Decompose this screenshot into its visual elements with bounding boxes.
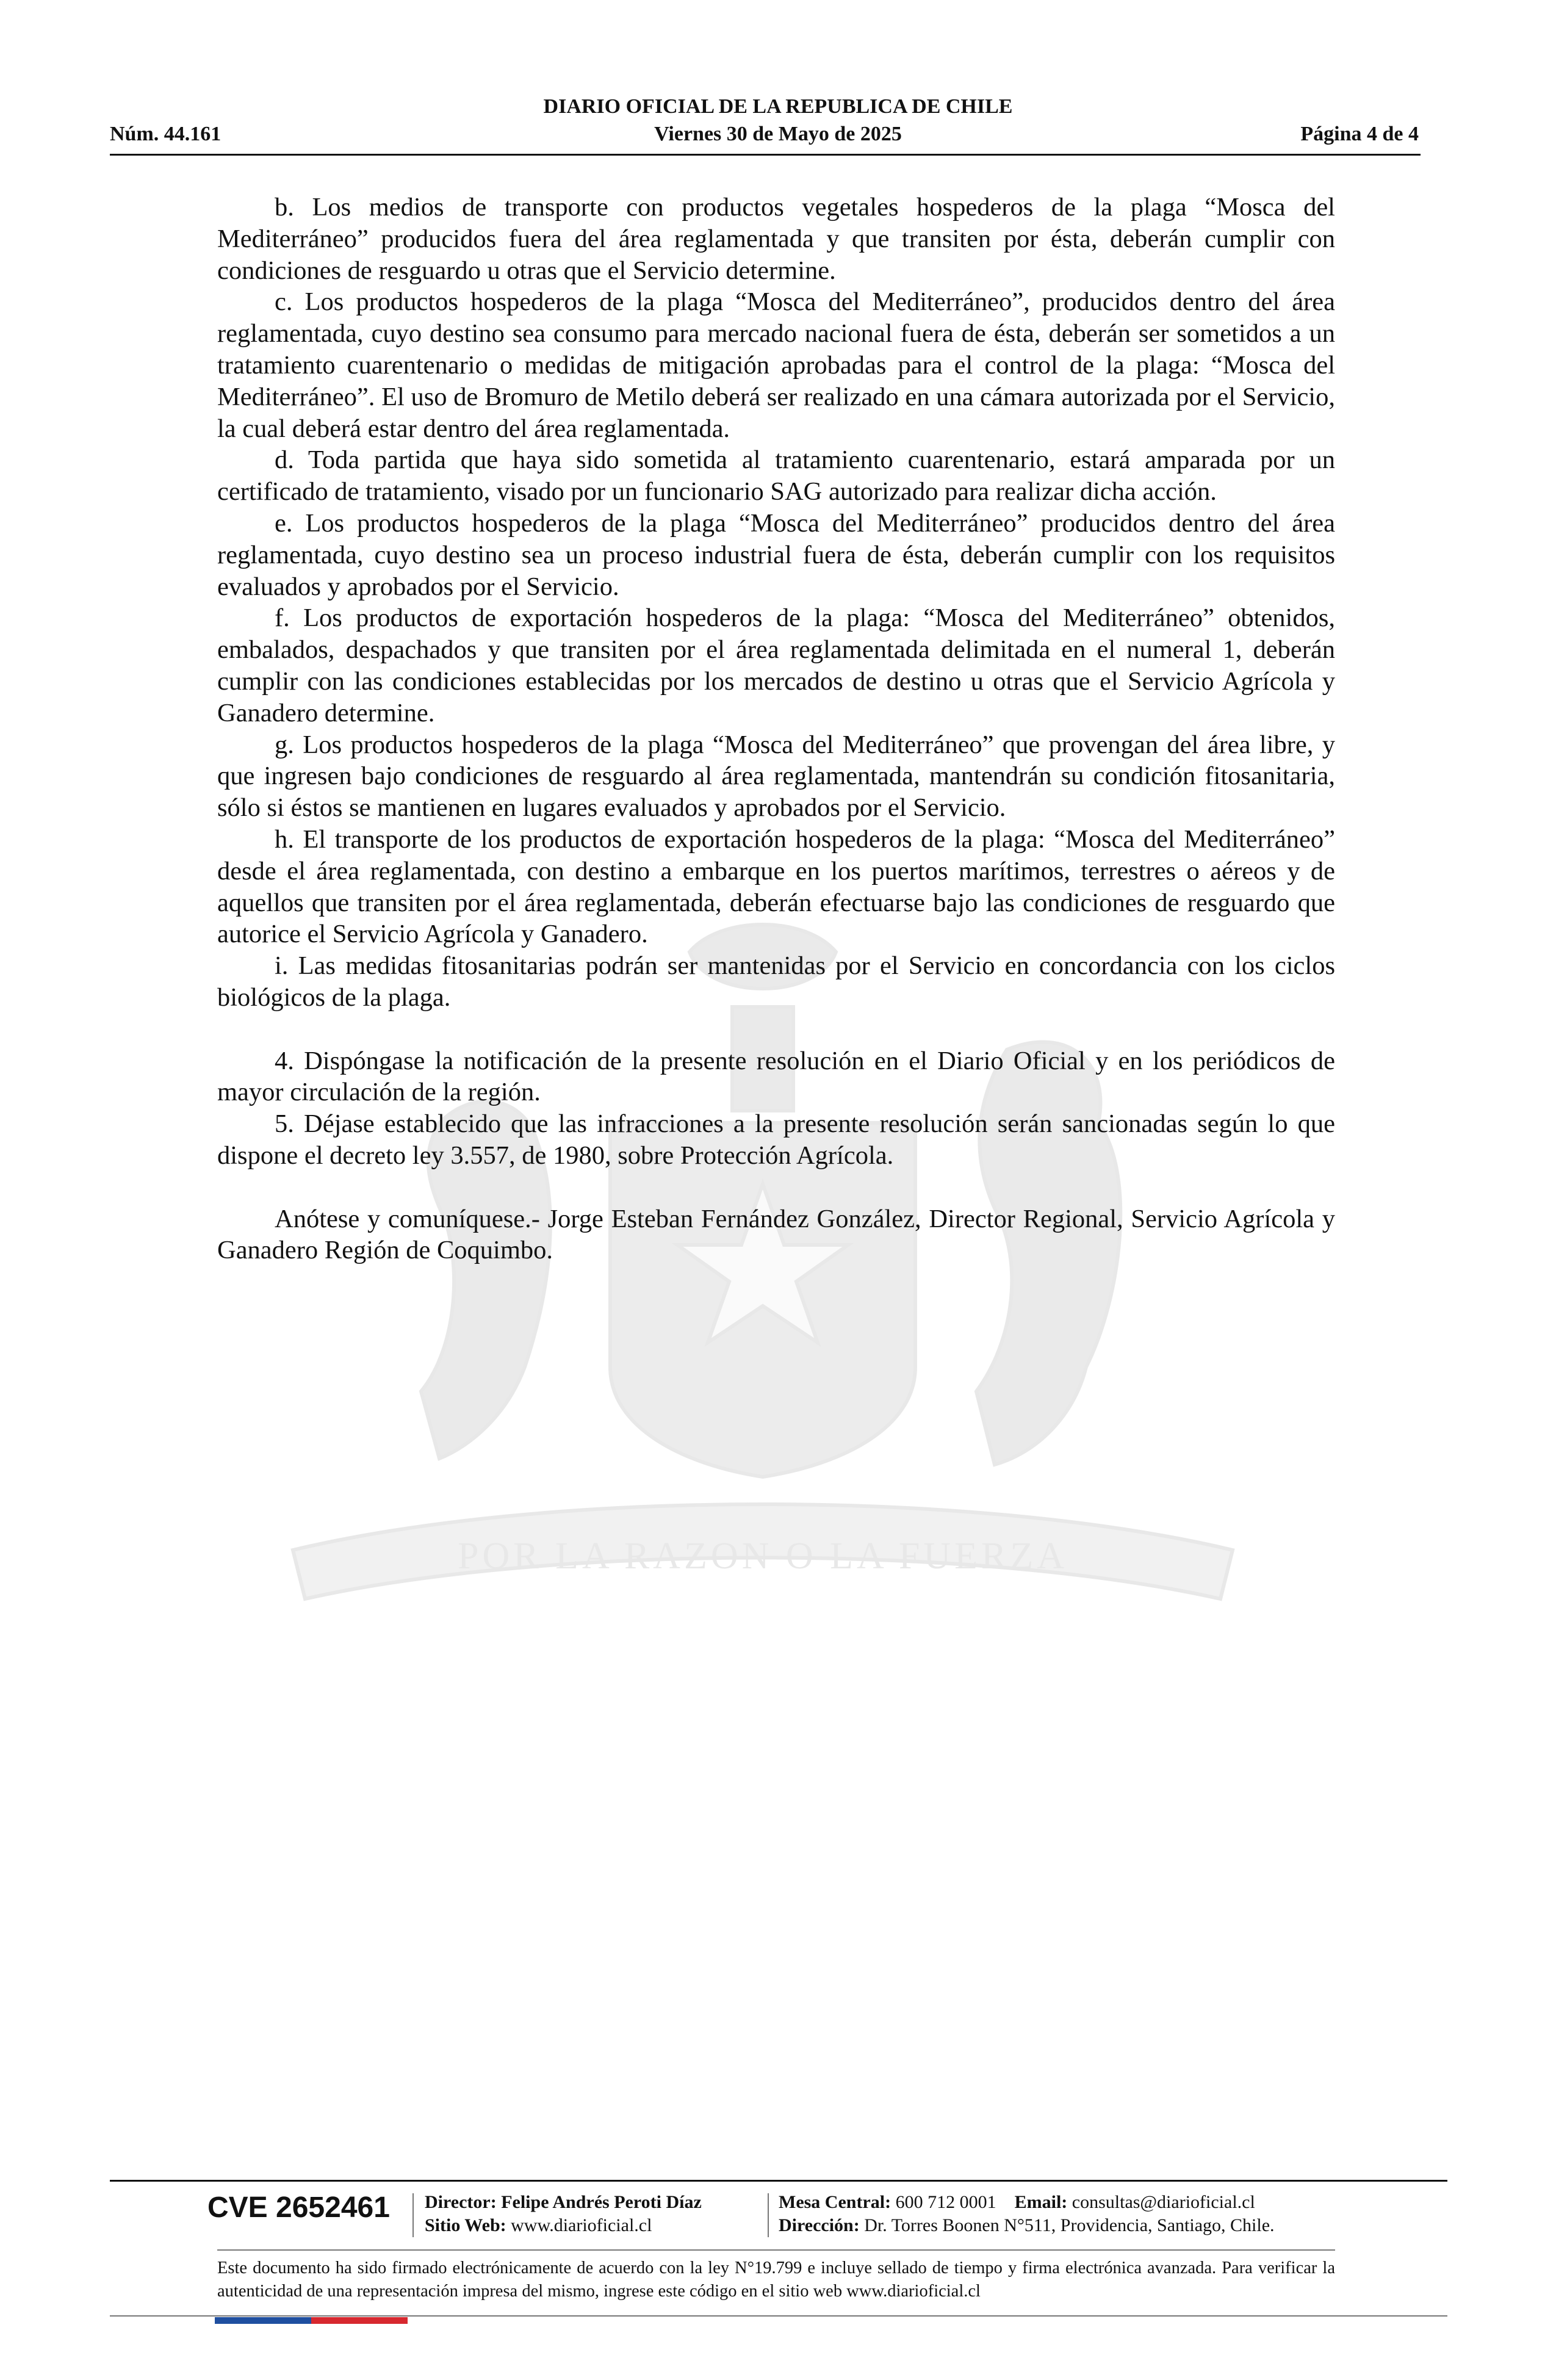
flag-stripe-red <box>311 2317 408 2324</box>
site-label: Sitio Web: <box>425 2215 506 2235</box>
director-label: Director: <box>425 2192 497 2212</box>
footer-mid-rule <box>217 2249 1335 2251</box>
footer-top-rule <box>110 2180 1447 2182</box>
page-indicator: Página 4 de 4 <box>1300 123 1419 145</box>
paragraph-gap <box>217 1014 1335 1045</box>
flag-stripe-blue <box>215 2317 311 2324</box>
measure-e: e. Los productos hospederos de la plaga “Mosca del Mediterráneo” producidos dentro del área reglamentada, cuyo destino sea un proceso industrial fuera de ésta, deberán cumplir con los requisitos evaluados y aprobados por el Servicio. <box>217 508 1335 601</box>
closing-signature: Anótese y comuníquese.- Jorge Esteban Fernández González, Director Regional, Servicio Agrícola y Ganadero Región de Coquimbo. <box>217 1204 1335 1265</box>
footer-bottom-rule <box>110 2315 1447 2317</box>
director-name: Felipe Andrés Peroti Díaz <box>501 2192 702 2212</box>
issue-date: Viernes 30 de Mayo de 2025 <box>654 123 902 145</box>
site-link[interactable]: www.diarioficial.cl <box>511 2215 652 2235</box>
address-label: Dirección: <box>779 2215 860 2235</box>
address-value: Dr. Torres Boonen N°511, Providencia, Santiago, Chile. <box>864 2215 1275 2235</box>
measure-c: c. Los productos hospederos de la plaga “Mosca del Mediterráneo”, producidos dentro del área reglamentada, cuyo destino sea consumo para mercado nacional fuera de ésta, deberán ser sometidos a un tratamiento cuarentenario o medidas de mitigación aprobadas para el control de la plaga: “Mosca del Mediterráneo”. El uso de Bromuro de Metilo deberá ser realizado en una cámara autorizada por el Servicio, la cual deberá estar dentro del área reglamentada. <box>217 287 1335 443</box>
verification-note: Este documento ha sido firmado electrónicamente de acuerdo con la ley N°19.799 e incluye sellado de tiempo y firma electrónica avanzada. Para verificar la autenticidad de una representación impresa del mismo, ingrese este código en el sitio web www.diarioficial.cl <box>217 2259 1335 2301</box>
resolution-item-5: 5. Déjase establecido que las infracciones a la presente resolución serán sancionadas según lo que dispone el decreto ley 3.557, de 1980, sobre Protección Agrícola. <box>217 1109 1335 1170</box>
measure-f: f. Los productos de exportación hospederos de la plaga: “Mosca del Mediterráneo” obtenidos, embalados, despachados y que transiten por el área reglamentada delimitada en el numeral 1, deberán cumplir con las condiciones establecidas por los mercados de destino u otras que el Servicio Agrícola y Ganadero determine. <box>217 604 1335 727</box>
measure-h: h. El transporte de los productos de exportación hospederos de la plaga: “Mosca del Mediterráneo” desde el área reglamentada, con destino a embarque en los puertos marítimos, terrestres o aéreos y de aquellos que transiten por el área reglamentada, deberán efectuarse bajo las condiciones de resguardo que autorice el Servicio Agrícola y Ganadero. <box>217 824 1335 949</box>
motto-text: POR LA RAZON O LA FUERZA <box>457 1535 1068 1577</box>
issue-number: Núm. 44.161 <box>110 123 222 145</box>
footer-director-block <box>425 2191 702 2237</box>
document-body <box>217 192 1335 1266</box>
measure-b: b. Los medios de transporte con productos vegetales hospederos de la plaga “Mosca del Mediterráneo” producidos fuera del área reglamentada y que transiten por ésta, deberán cumplir con condiciones de resguardo u otras que el Servicio determine. <box>217 193 1335 285</box>
footer-separator <box>768 2193 769 2237</box>
measure-i: i. Las medidas fitosanitarias podrán ser mantenidas por el Servicio en concordancia con los ciclos biológicos de la plaga. <box>217 951 1335 1012</box>
measure-d: d. Toda partida que haya sido sometida al tratamiento cuarentenario, estará amparada por un certificado de tratamiento, visado por un funcionario SAG autorizado para realizar dicha acción. <box>217 445 1335 507</box>
newspaper-title: DIARIO OFICIAL DE LA REPUBLICA DE CHILE <box>543 95 1013 118</box>
mesa-phone: 600 712 0001 <box>895 2192 996 2212</box>
email-link[interactable]: consultas@diarioficial.cl <box>1072 2192 1255 2212</box>
footer-separator <box>412 2193 414 2237</box>
cve-code: CVE 2652461 <box>207 2191 390 2224</box>
header-divider <box>110 154 1421 156</box>
mesa-label: Mesa Central: <box>779 2192 891 2212</box>
paragraph-gap <box>217 1172 1335 1203</box>
measure-g: g. Los productos hospederos de la plaga “Mosca del Mediterráneo” que provengan del área libre, y que ingresen bajo condiciones de resguardo al área reglamentada, mantendrán su condición fitosanitaria, sólo si éstos se mantienen en lugares evaluados y aprobados por el Servicio. <box>217 730 1335 823</box>
email-label: Email: <box>1014 2192 1068 2212</box>
footer-contact-block <box>779 2191 1275 2237</box>
resolution-item-4: 4. Dispóngase la notificación de la presente resolución en el Diario Oficial y en los periódicos de mayor circulación de la región. <box>217 1046 1335 1107</box>
